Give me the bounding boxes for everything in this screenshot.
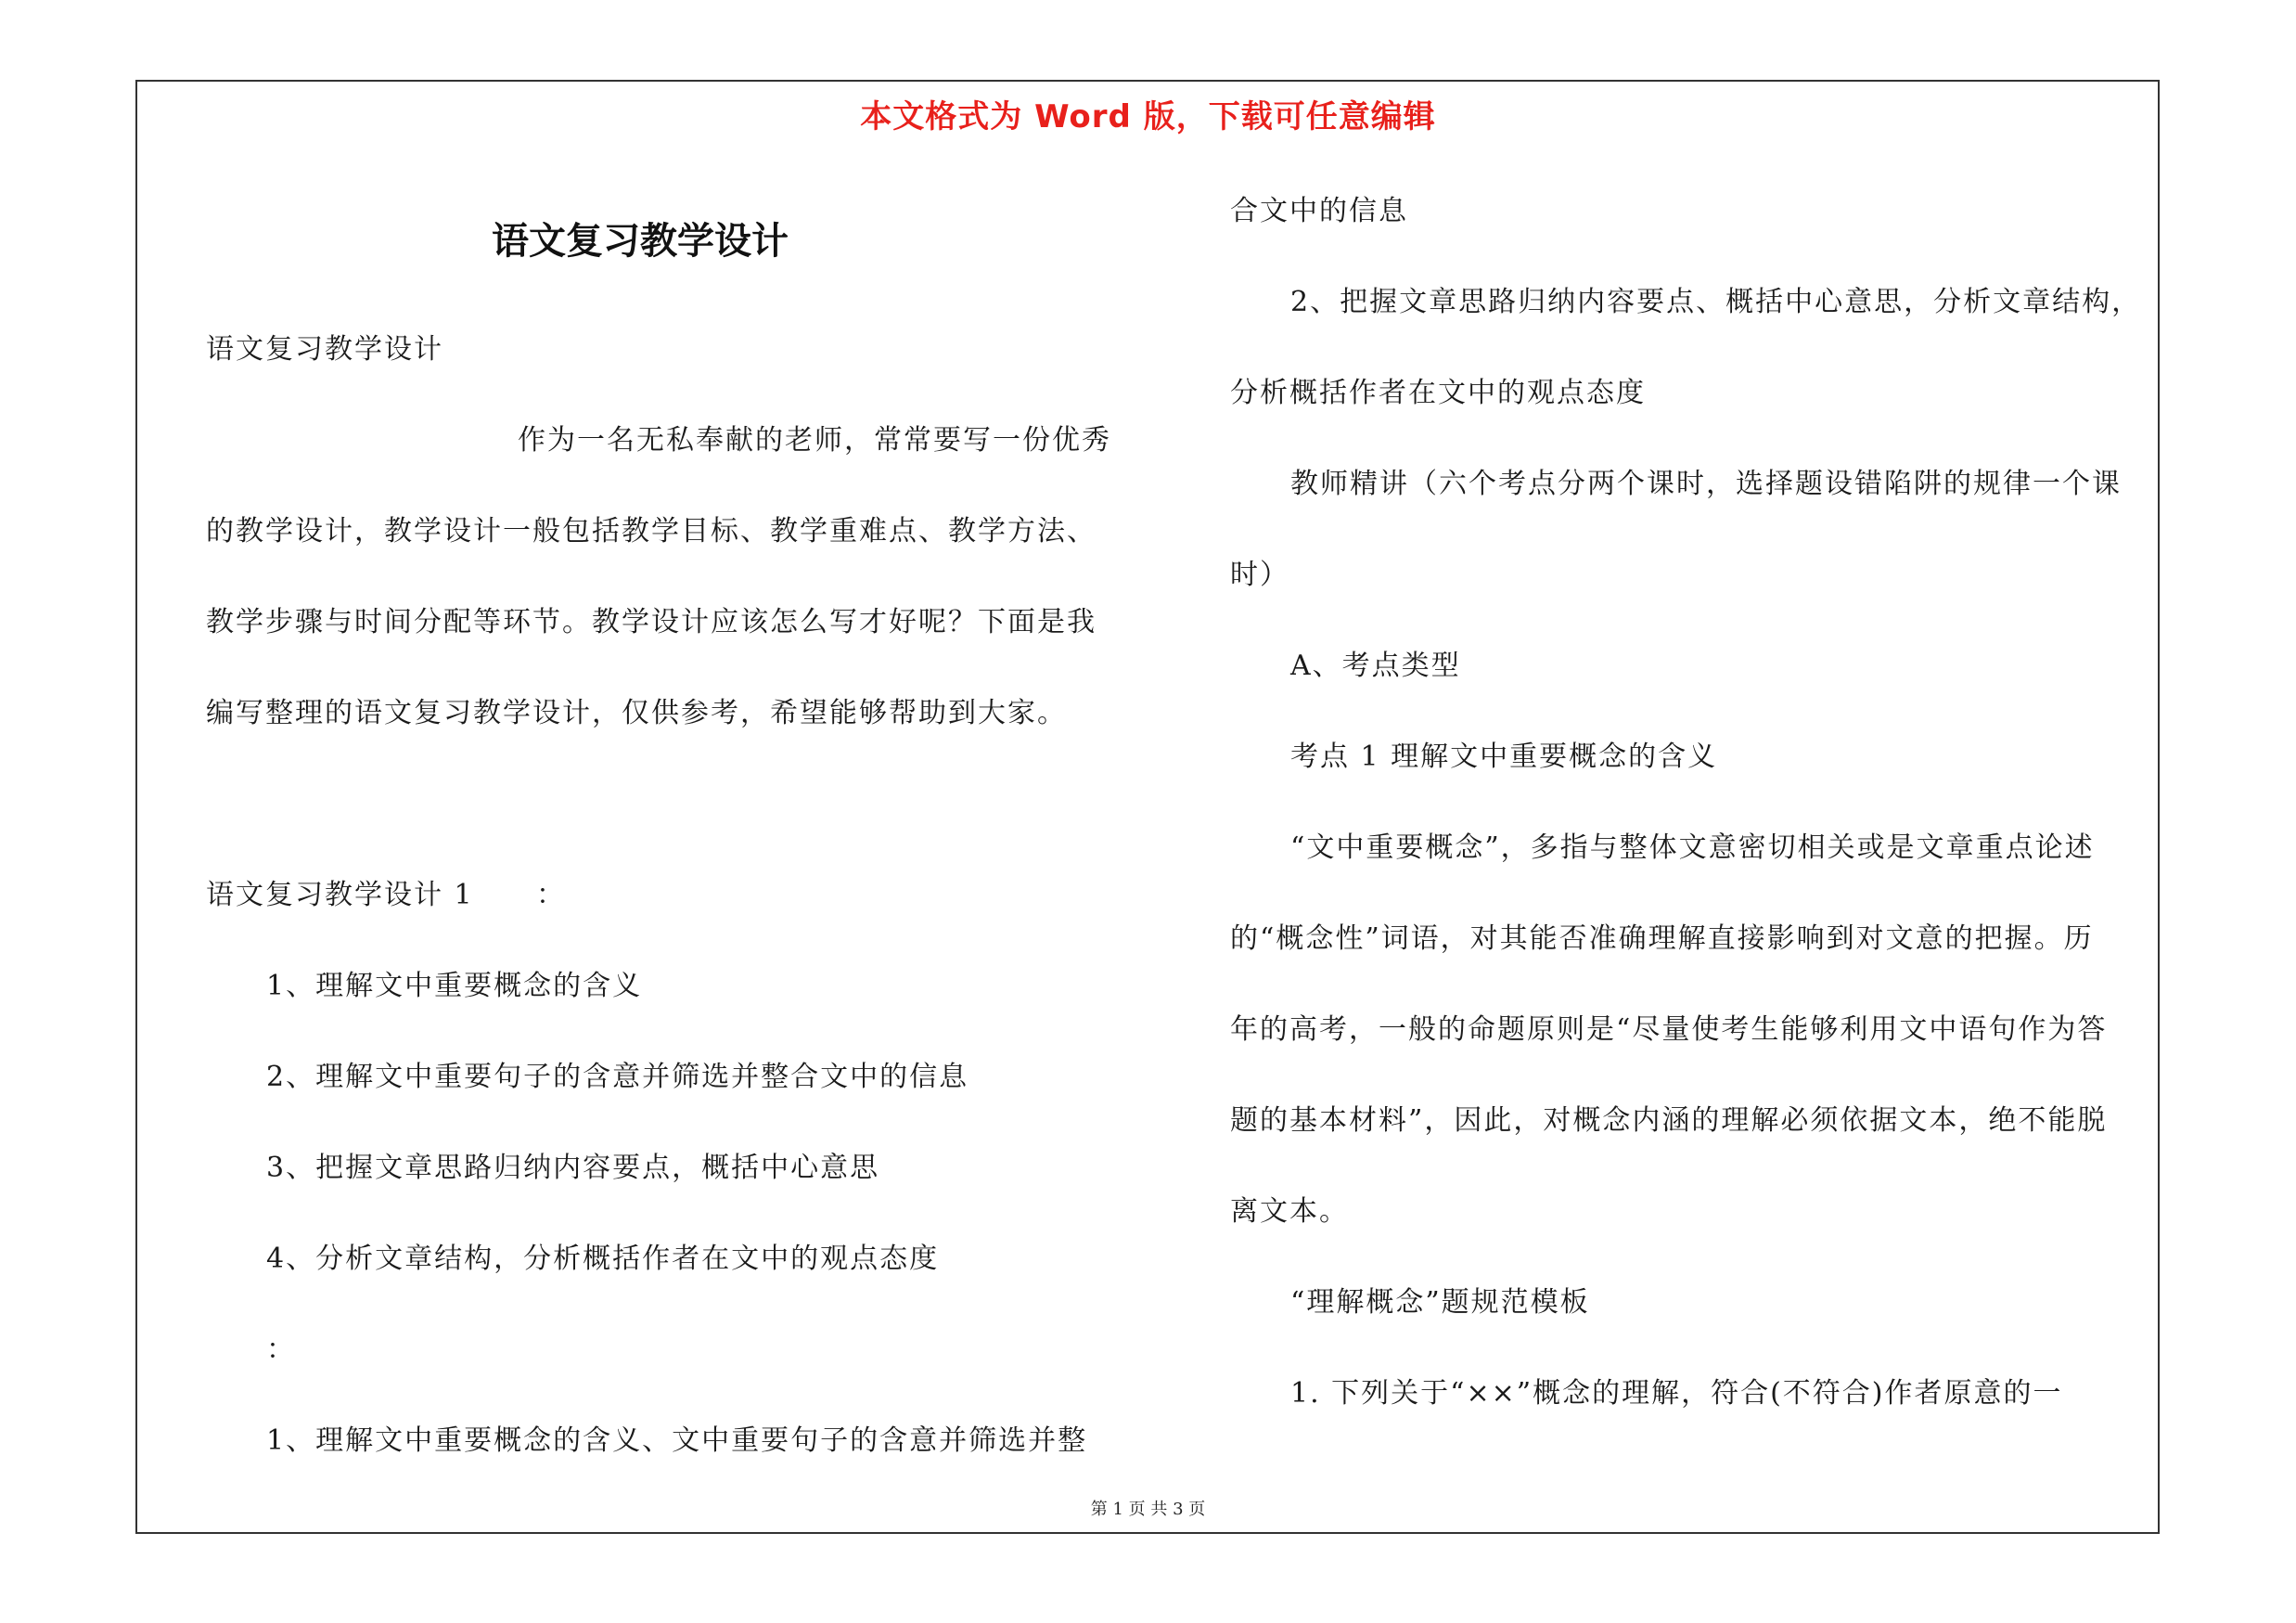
- intro-line: 作为一名无私奉献的老师，常常要写一份优秀: [518, 424, 1111, 457]
- intro-line: 教学步骤与时间分配等环节。教学设计应该怎么写才好呢？下面是我: [206, 606, 1097, 638]
- left-subtitle: 语文复习教学设计: [206, 333, 443, 366]
- right-line: 教师精讲（六个考点分两个课时，选择题设错陷阱的规律一个课: [1290, 468, 2122, 500]
- right-line: “文中重要概念”，多指与整体文意密切相关或是文章重点论述: [1290, 831, 2095, 864]
- colon-line: ：: [266, 1333, 296, 1366]
- left-last-line: 1、理解文中重要概念的含义、文中重要句子的含意并筛选并整: [266, 1424, 1088, 1457]
- intro-line: 的教学设计，教学设计一般包括教学目标、教学重难点、教学方法、: [206, 515, 1097, 547]
- right-line: 时）: [1230, 559, 1289, 591]
- right-line: 题的基本材料”，因此，对概念内涵的理解必须依据文本，绝不能脱: [1230, 1104, 2108, 1137]
- right-line: A、考点类型: [1290, 650, 1461, 682]
- right-line: 2、把握文章思路归纳内容要点、概括中心意思，分析文章结构，: [1290, 286, 2142, 318]
- right-line: 离文本。: [1230, 1195, 1349, 1228]
- right-line: 考点 1 理解文中重要概念的含义: [1290, 741, 1718, 773]
- section-heading: 语文复习教学设计 1: [206, 879, 474, 911]
- document-title: 语文复习教学设计: [492, 220, 789, 263]
- right-line: 的“概念性”词语，对其能否准确理解直接影响到对文意的把握。历: [1230, 922, 2094, 955]
- right-line: “理解概念”题规范模板: [1290, 1286, 1590, 1319]
- intro-line: 编写整理的语文复习教学设计，仅供参考，希望能够帮助到大家。: [206, 697, 1067, 729]
- objective-item: 2、理解文中重要句子的含意并筛选并整合文中的信息: [266, 1061, 969, 1093]
- right-line: 合文中的信息: [1230, 195, 1408, 227]
- objective-item: 3、把握文章思路归纳内容要点，概括中心意思: [266, 1152, 880, 1184]
- page-number-footer: 第 1 页 共 3 页: [1090, 1500, 1206, 1519]
- objective-item: 1、理解文中重要概念的含义: [266, 970, 643, 1002]
- right-line: 年的高考，一般的命题原则是“尽量使考生能够利用文中语句作为答: [1230, 1013, 2108, 1046]
- section-heading-colon: ：: [536, 879, 566, 911]
- right-line: 1. 下列关于“××”概念的理解，符合(不符合)作者原意的一: [1290, 1377, 2063, 1410]
- objective-item: 4、分析文章结构，分析概括作者在文中的观点态度: [266, 1243, 940, 1275]
- right-line: 分析概括作者在文中的观点态度: [1230, 377, 1646, 409]
- word-format-banner: 本文格式为 Word 版，下载可任意编辑: [860, 98, 1436, 135]
